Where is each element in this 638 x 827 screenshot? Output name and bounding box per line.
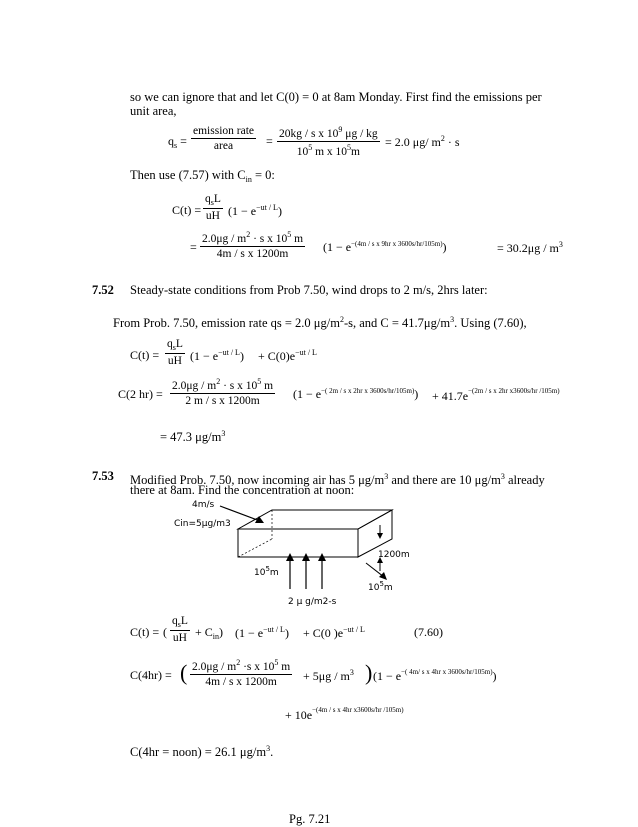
eq757-frac: $q_sL$ uH	[205, 193, 221, 222]
eq757-paren: $(1 - e^{-ut / L})$	[228, 203, 282, 218]
box-model-diagram	[160, 497, 460, 609]
eq760-paren-open: (	[163, 625, 167, 639]
eq752-2-plus: + $41.7e^{-(2m / s x 2hr x3600s/hr /105m)}$	[432, 387, 560, 403]
problem-752-from: From Prob. 7.50, emission rate qs = 2.0 $\mu g/m^2-s$, and $C = 41.7\mu g/m^3$. Using (7.60),	[113, 315, 527, 330]
eq752-1-tail: + $C(0)e^{-ut / L}$	[258, 348, 317, 363]
problem-752-text: Steady-state conditions from Prob 7.50, wind drops to 2 m/s, 2hrs later:	[130, 283, 488, 297]
eq752-2-frac: $\frac{2.0\mu g / m^2 \cdot s x 10^5 m}{\text{2 m / s x 1200m}}$	[172, 377, 274, 407]
intro-line-1: so we can ignore that and let C(0) = 0 at 8am Monday. First find the emissions per	[130, 90, 542, 104]
cin-label: Cin=5μg/m3	[174, 519, 231, 529]
length2-label: $10^5m$	[368, 580, 393, 593]
problem-number-753: 7.53	[92, 469, 114, 483]
problem-number-752: 7.52	[92, 283, 114, 297]
eq752-2-paren: $(1 - e^{-( 2m / s x 2hr x 3600s/hr/105m)})$	[293, 387, 419, 401]
eq760-paren: $(1 - e^{-ut / L})$	[235, 625, 289, 640]
eq4hr-bigparen-open: (	[180, 660, 188, 685]
problem-753-line2: there at 8am. Find the concentration at noon:	[130, 483, 355, 497]
eq752-1-frac: $q_sL$ uH	[167, 338, 183, 367]
intro-line-2: unit area,	[130, 104, 177, 118]
eq752-2-lhs: C(2 hr) =	[118, 387, 163, 401]
eq4hr-frac: $\frac{2.0\mu g / m^2 \cdot s x 10^5 m}{\text{4m / s x 1200m}}$	[192, 658, 291, 688]
eq-qs-frac1: emission rate area	[193, 125, 254, 152]
eq760-frac: $q_sL$ uH	[172, 615, 188, 644]
eq-qs-equals: =	[266, 134, 273, 148]
eq-qs-frac2: $\frac{20kg / s x 10^9 \mu g / kg}{10^5 m x 10^5m}$	[279, 125, 378, 158]
eq760-ref: (7.60)	[414, 625, 443, 639]
length-arrowhead	[379, 572, 387, 580]
eq752-result: = 47.3 $\mu g/m^3$	[160, 429, 226, 444]
eq757-line2-equals: =	[190, 240, 197, 254]
eq-qs-result: = 2.0 μg/ $m^2 \cdot s$	[385, 134, 460, 149]
eq4hr-paren: $(1 - e^{-( 4m/ s x 4hr x 3600s/hr/105m)})$	[373, 668, 497, 683]
eq4hr-plus: + $5\mu g / m^3$	[303, 668, 354, 683]
emission-label: 2 μ g/m2-s	[288, 597, 337, 607]
eq752-1-paren: $(1 - e^{-ut / L})$	[190, 348, 244, 363]
eq757-line2-result: = $30.2\mu g / m^3$	[497, 240, 563, 255]
eq4hr-bigparen-close: )	[365, 660, 373, 685]
eq757-line2-paren: $(1 - e^{-(4m / s x 9hr x 3600s/hr/105m)})$	[323, 240, 447, 254]
then-use-text: Then use (7.57) with $C_{in} = 0$:	[130, 168, 275, 184]
eq752-1-lhs: C(t) =	[130, 348, 160, 362]
page-number: Pg. 7.21	[289, 812, 331, 826]
length1-label: $10^5m$	[254, 565, 279, 578]
eq4hr-lhs: C(4hr) =	[130, 668, 172, 682]
wind-label: 4m/s	[192, 500, 215, 510]
eq-qs-lhs: $q_s$ =	[168, 134, 187, 150]
eq757-lhs: C(t) =	[172, 203, 202, 217]
eq757-line2-frac: $\frac{2.0\mu g / m^2 \cdot s x 10^5 m}{\text{4m / s x 1200m}}$	[202, 230, 304, 260]
eq760-tail: + C(0 )$e^{-ut / L}$	[303, 625, 365, 640]
box-front-face	[238, 529, 358, 557]
height-arrowhead-top	[377, 533, 383, 539]
box-hidden-edge	[238, 539, 272, 557]
eq760-lhs: C(t) =	[130, 625, 160, 639]
eq4hr-line2: + $10e^{-(4m / s x 4hr x3600s/hr /105m)}$	[285, 706, 404, 722]
final-result: C(4hr = noon) = 26.1 $\mu g/m^3$.	[130, 744, 274, 759]
eq760-inner: + $C_{in}$)	[195, 625, 224, 641]
problem-753-text: Modified Prob. 7.50, now incoming air has 5 $\mu g/m^3$ and there are 10 $\mu g/m^3$ already	[130, 472, 545, 487]
height-label: 1200m	[378, 550, 410, 560]
